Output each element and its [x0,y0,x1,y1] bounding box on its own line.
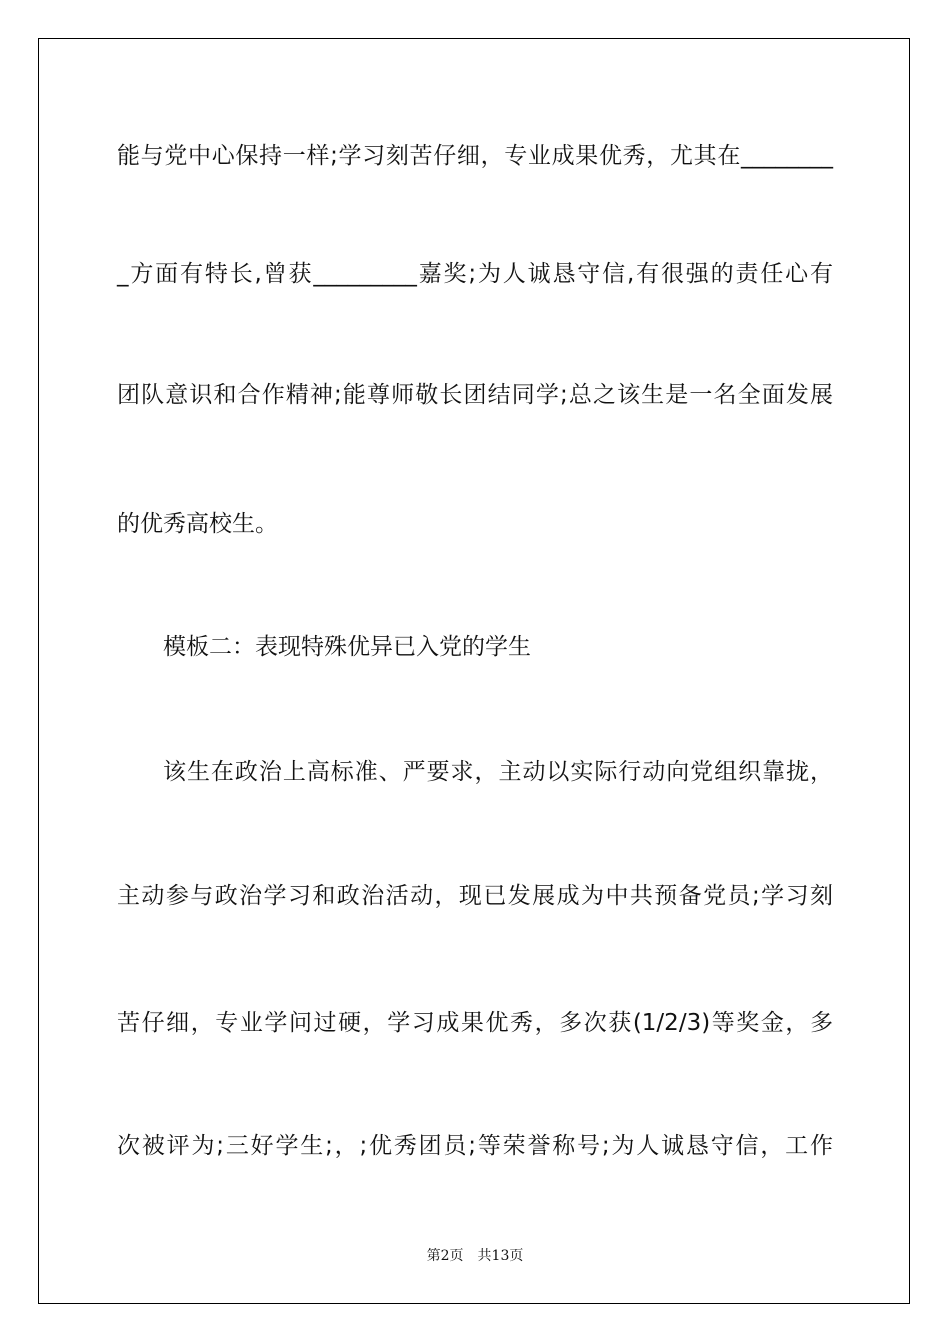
paragraph-line-5: 该生在政治上高标准、严要求，主动以实际行动向党组织靠拢， [163,759,833,785]
paragraph-line-3: 团队意识和合作精神;能尊师敬长团结同学;总之该生是一名全面发展 [117,382,833,408]
paragraph-line-6: 主动参与政治学习和政治活动，现已发展成为中共预备党员;学习刻 [117,883,833,909]
page-total: 共13页 [477,1248,524,1264]
paragraph-line-8: 次被评为;三好学生;，;优秀团员;等荣誉称号;为人诚恳守信，工作 [117,1133,833,1159]
paragraph-line-1: 能与党中心保持一样;学习刻苦仔细，专业成果优秀，尤其在________ [117,143,833,169]
paragraph-line-2: _方面有特长,曾获_________嘉奖;为人诚恳守信,有很强的责任心有 [117,261,833,287]
page-border [38,38,910,1304]
page-number: 第2页 [426,1248,464,1264]
paragraph-line-4: 的优秀高校生。 [117,511,278,537]
paragraph-line-7: 苦仔细，专业学问过硬，学习成果优秀，多次获(1/2/3)等奖金，多 [117,1010,833,1036]
page-footer [0,1246,950,1266]
section-heading: 模板二：表现特殊优异已入党的学生 [163,634,531,660]
